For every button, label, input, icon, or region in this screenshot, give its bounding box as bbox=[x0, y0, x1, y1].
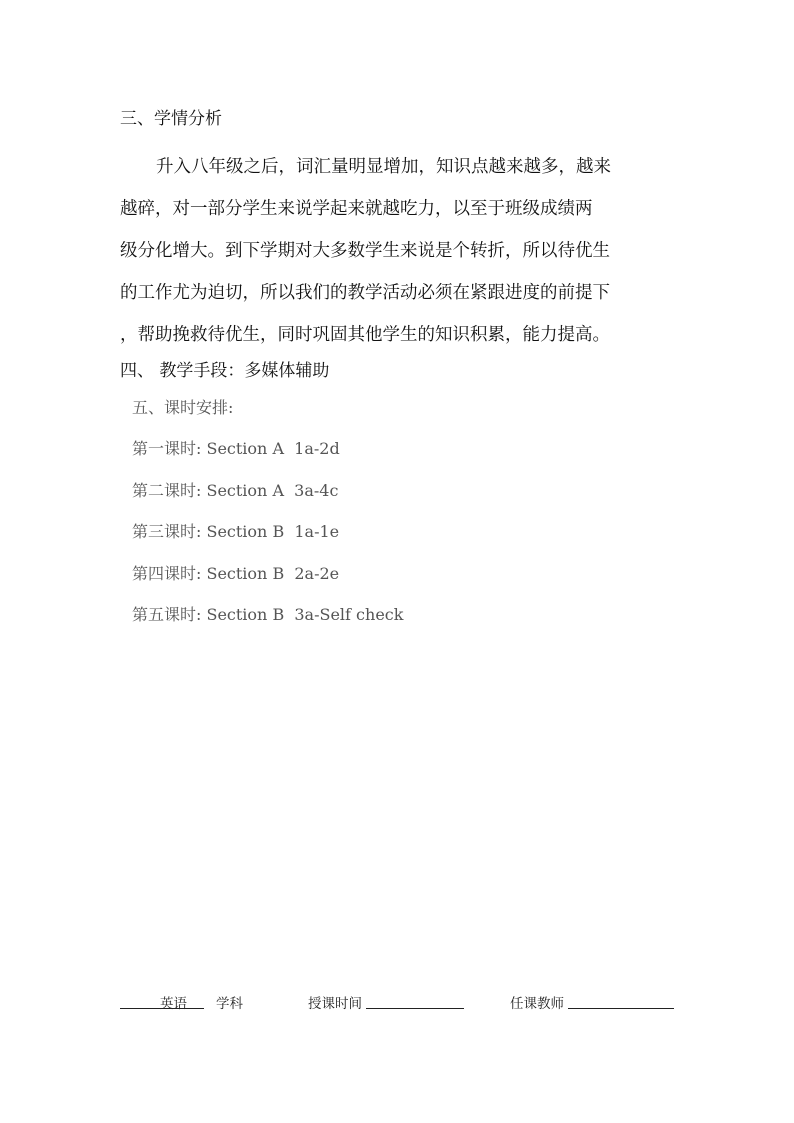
schedule-row: 第一课时: Section A 1a-2d bbox=[132, 439, 340, 458]
schedule-row: 第二课时: Section A 3a-4c bbox=[132, 481, 339, 500]
teacher-blank[interactable] bbox=[568, 992, 674, 1009]
schedule-row: 第四课时: Section B 2a-2e bbox=[132, 564, 340, 583]
schedule-heading: 五、课时安排: bbox=[132, 398, 234, 417]
teacher-label: 任课教师 bbox=[510, 996, 564, 1012]
schedule-row: 第五课时: Section B 3a-Self check bbox=[132, 605, 404, 624]
time-blank[interactable] bbox=[366, 992, 464, 1009]
time-label: 授课时间 bbox=[308, 996, 362, 1012]
schedule-row: 第三课时: Section B 1a-1e bbox=[132, 522, 340, 541]
paragraph-line: 升入八年级之后，词汇量明显增加，知识点越来越多，越来 bbox=[156, 157, 611, 177]
section-3-paragraph bbox=[120, 146, 680, 356]
footer-signature-line bbox=[120, 992, 680, 1014]
subject-value: 英语 bbox=[160, 996, 187, 1012]
section-3-heading: 三、学情分析 bbox=[120, 109, 222, 129]
paragraph-line: 的工作尤为迫切，所以我们的教学活动必须在紧跟进度的前提下 bbox=[120, 283, 610, 303]
section-4-heading: 四、 教学手段：多媒体辅助 bbox=[120, 361, 330, 381]
paragraph-line: 级分化增大。到下学期对大多数学生来说是个转折，所以待优生 bbox=[120, 241, 610, 261]
subject-label: 学科 bbox=[216, 996, 243, 1012]
paragraph-line: ，帮助挽救待优生，同时巩固其他学生的知识积累，能力提高。 bbox=[120, 325, 610, 345]
blank-line bbox=[120, 992, 156, 1009]
paragraph-line: 越碎，对一部分学生来说学起来就越吃力，以至于班级成绩两 bbox=[120, 199, 593, 219]
